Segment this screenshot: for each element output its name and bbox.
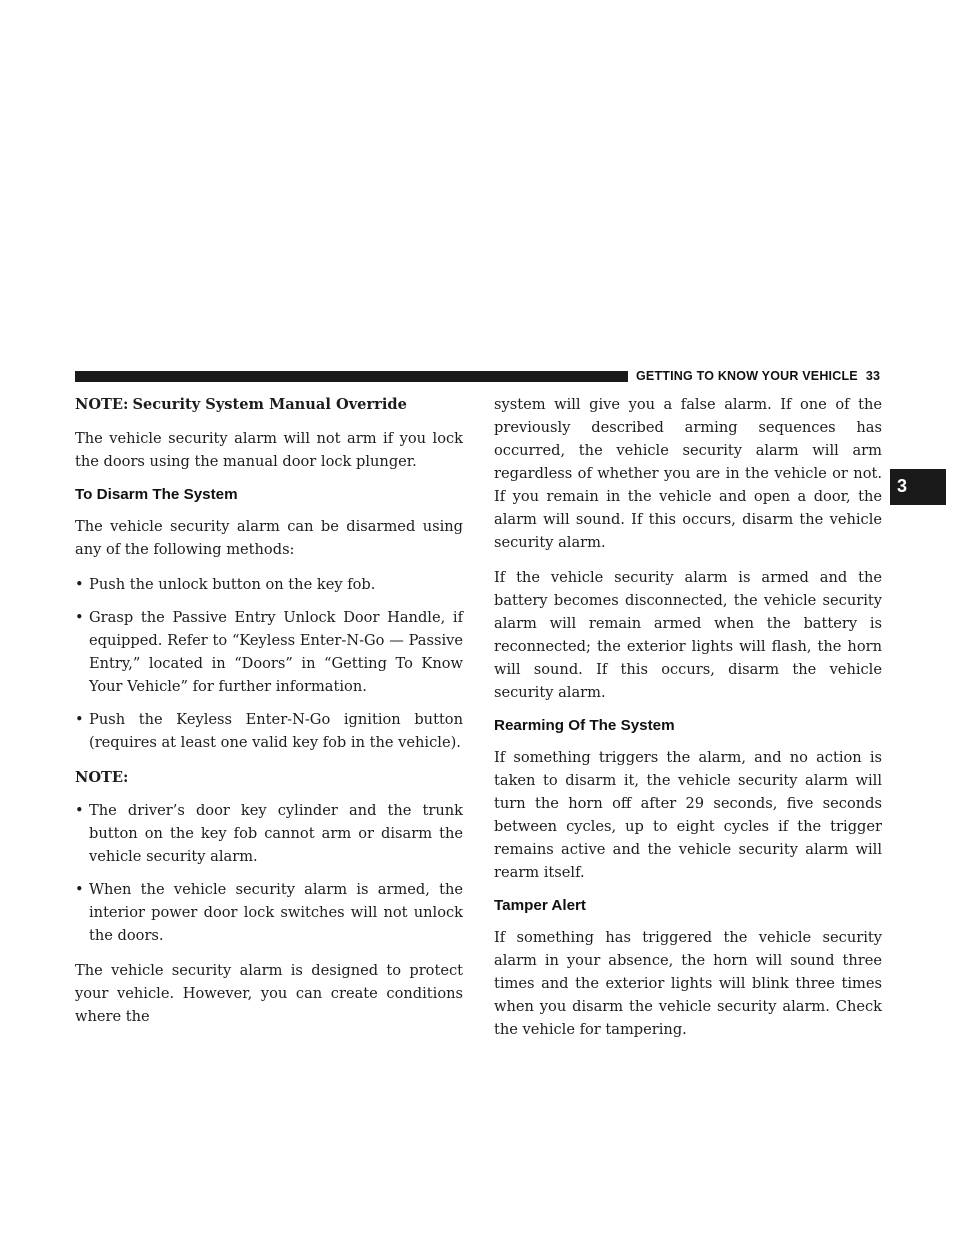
note-label: NOTE: xyxy=(75,396,129,413)
note-security-override xyxy=(75,393,463,416)
bullet-glyph: • xyxy=(75,711,84,728)
chapter-number: 3 xyxy=(897,476,908,496)
bullet-glyph: • xyxy=(75,802,84,819)
chapter-tab xyxy=(890,469,946,505)
bullet-glyph: • xyxy=(75,576,84,593)
header-rule-bar xyxy=(75,371,628,382)
paragraph-battery: If the vehicle security alarm is armed and the battery becomes disconnected, the vehicle security alarm will remain armed when the battery is reconnected; the exterior lights will flash, the horn will sound. If this occurs, disarm the vehicle security alarm. xyxy=(494,569,882,701)
disarm-methods-list xyxy=(75,573,463,754)
list-item xyxy=(75,573,463,596)
heading-rearm: Rearming Of The System xyxy=(494,717,675,734)
list-item xyxy=(75,799,463,868)
paragraph-false-alarm-cont: system will give you a false alarm. If one of the previously described arming sequences has occurred, the vehicle security alarm will arm regardless of whether you are in the vehicle or not. If you remain in the vehicle and open a door, the alarm will sound. If this occurs, disarm the vehicle security alarm. xyxy=(494,396,882,551)
list-item-text: When the vehicle security alarm is armed, the interior power door lock switches will not unlock the doors. xyxy=(89,881,463,944)
list-item-text: Push the Keyless Enter-N-Go ignition button (requires at least one valid key fob in the vehicle). xyxy=(89,711,463,751)
list-item xyxy=(75,708,463,754)
right-column xyxy=(494,393,882,1053)
note-title: Security System Manual Override xyxy=(132,396,407,413)
list-item-text: The driver’s door key cylinder and the trunk button on the key fob cannot arm or disarm the vehicle security alarm. xyxy=(89,802,463,865)
paragraph-disarm-methods: The vehicle security alarm can be disarmed using any of the following methods: xyxy=(75,518,463,558)
page-number: 33 xyxy=(865,369,881,383)
running-header xyxy=(636,368,880,384)
paragraph-false-alarm-start: The vehicle security alarm is designed to protect your vehicle. However, you can create conditions where the xyxy=(75,962,463,1025)
list-item xyxy=(75,878,463,947)
list-item-text: Grasp the Passive Entry Unlock Door Handle, if equipped. Refer to “Keyless Enter-N-Go — Passive Entry,” located in “Doors” in “Getting To Know Your Vehicle” for further information. xyxy=(89,609,463,695)
bullet-glyph: • xyxy=(75,609,84,626)
note-list xyxy=(75,799,463,947)
note-label-2: NOTE: xyxy=(75,769,129,786)
paragraph-tamper: If something has triggered the vehicle security alarm in your absence, the horn will sound three times and the exterior lights will blink three times when you disarm the vehicle security alarm. Check the vehicle for tampering. xyxy=(494,929,882,1038)
heading-tamper: Tamper Alert xyxy=(494,897,586,914)
bullet-glyph: • xyxy=(75,881,84,898)
heading-disarm: To Disarm The System xyxy=(75,486,238,503)
left-column xyxy=(75,393,463,1040)
section-title: GETTING TO KNOW YOUR VEHICLE xyxy=(636,369,858,383)
paragraph-manual-plunger: The vehicle security alarm will not arm if you lock the doors using the manual door lock plunger. xyxy=(75,430,463,470)
paragraph-rearm: If something triggers the alarm, and no action is taken to disarm it, the vehicle security alarm will turn the horn off after 29 seconds, five seconds between cycles, up to eight cycles if the trigger remains active and the vehicle security alarm will rearm itself. xyxy=(494,749,882,881)
list-item-text: Push the unlock button on the key fob. xyxy=(89,576,376,593)
list-item xyxy=(75,606,463,698)
